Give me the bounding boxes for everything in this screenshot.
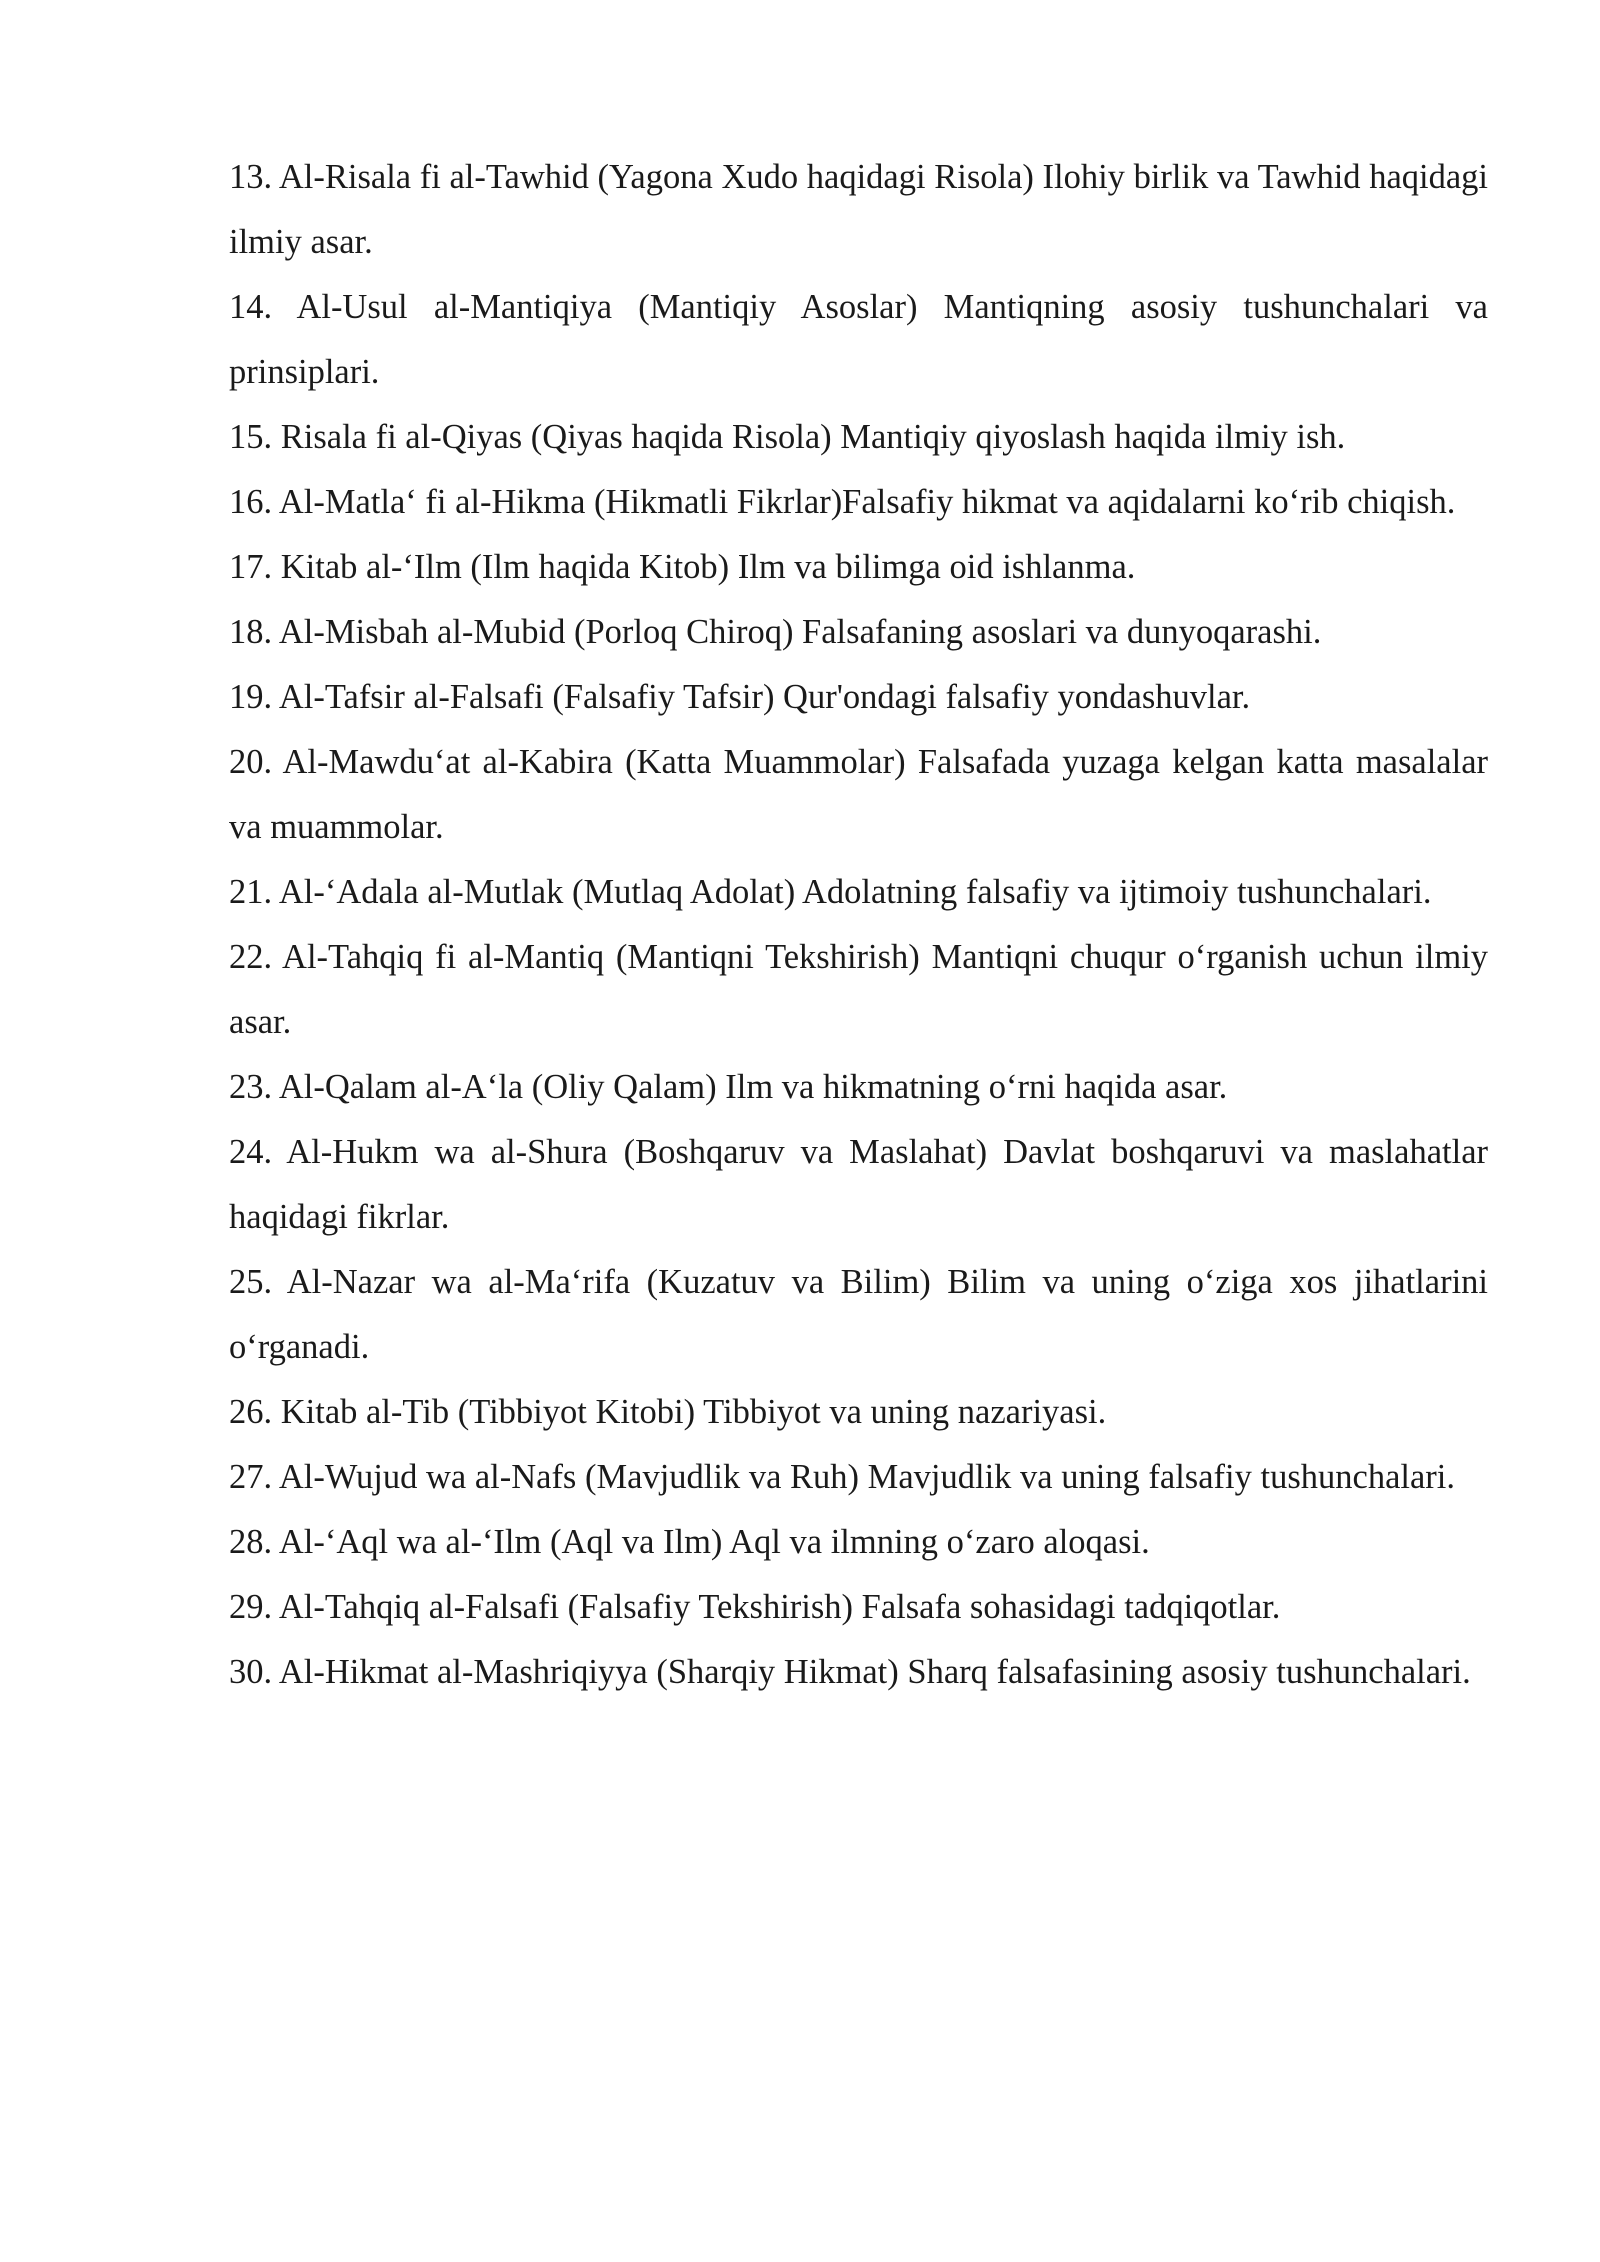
list-item-29: 29. Al-Tahqiq al-Falsafi (Falsafiy Tekshirish) Falsafa sohasidagi tadqiqotlar. — [229, 1588, 1281, 1626]
list-item-19: 19. Al-Tafsir al-Falsafi (Falsafiy Tafsir) Qur'ondagi falsafiy yondashuvlar. — [229, 678, 1251, 716]
list-item-30: 30. Al-Hikmat al-Mashriqiyya (Sharqiy Hikmat) Sharq falsafasining asosiy tushunchalari. — [229, 1653, 1471, 1691]
list-item-26: 26. Kitab al-Tib (Tibbiyot Kitobi) Tibbiyot va uning nazariyasi. — [229, 1393, 1107, 1431]
entry-list — [229, 145, 1488, 1705]
list-item-25: 25. Al-Nazar wa al-Ma‘rifa (Kuzatuv va Bilim) Bilim va uning o‘ziga xos jihatlarini o‘rganadi. — [229, 1263, 1488, 1366]
list-item-24: 24. Al-Hukm wa al-Shura (Boshqaruv va Maslahat) Davlat boshqaruvi va maslahatlar haqidagi fikrlar. — [229, 1133, 1488, 1236]
list-item-18: 18. Al-Misbah al-Mubid (Porloq Chiroq) Falsafaning asoslari va dunyoqarashi. — [229, 613, 1322, 651]
list-item-21: 21. Al-‘Adala al-Mutlak (Mutlaq Adolat) Adolatning falsafiy va ijtimoiy tushunchalari. — [229, 873, 1432, 911]
list-item-20: 20. Al-Mawdu‘at al-Kabira (Katta Muammolar) Falsafada yuzaga kelgan katta masalalar va muammolar. — [229, 743, 1488, 846]
list-item-15: 15. Risala fi al-Qiyas (Qiyas haqida Risola) Mantiqiy qiyoslash haqida ilmiy ish. — [229, 418, 1346, 456]
list-item-13: 13. Al-Risala fi al-Tawhid (Yagona Xudo haqidagi Risola) Ilohiy birlik va Tawhid haqidagi ilmiy asar. — [229, 158, 1488, 261]
list-item-27: 27. Al-Wujud wa al-Nafs (Mavjudlik va Ruh) Mavjudlik va uning falsafiy tushunchalari. — [229, 1458, 1455, 1496]
list-item-22: 22. Al-Tahqiq fi al-Mantiq (Mantiqni Tekshirish) Mantiqni chuqur o‘rganish uchun ilmiy asar. — [229, 938, 1488, 1041]
list-item-17: 17. Kitab al-‘Ilm (Ilm haqida Kitob) Ilm va bilimga oid ishlanma. — [229, 548, 1136, 586]
list-item-23: 23. Al-Qalam al-A‘la (Oliy Qalam) Ilm va hikmatning o‘rni haqida asar. — [229, 1068, 1228, 1106]
list-item-28: 28. Al-‘Aql wa al-‘Ilm (Aql va Ilm) Aql va ilmning o‘zaro aloqasi. — [229, 1523, 1150, 1561]
list-item-14: 14. Al-Usul al-Mantiqiya (Mantiqiy Asoslar) Mantiqning asosiy tushunchalari va prinsiplari. — [229, 288, 1488, 391]
list-item-16: 16. Al-Matla‘ fi al-Hikma (Hikmatli Fikrlar)Falsafiy hikmat va aqidalarni ko‘rib chiqish. — [229, 483, 1456, 521]
